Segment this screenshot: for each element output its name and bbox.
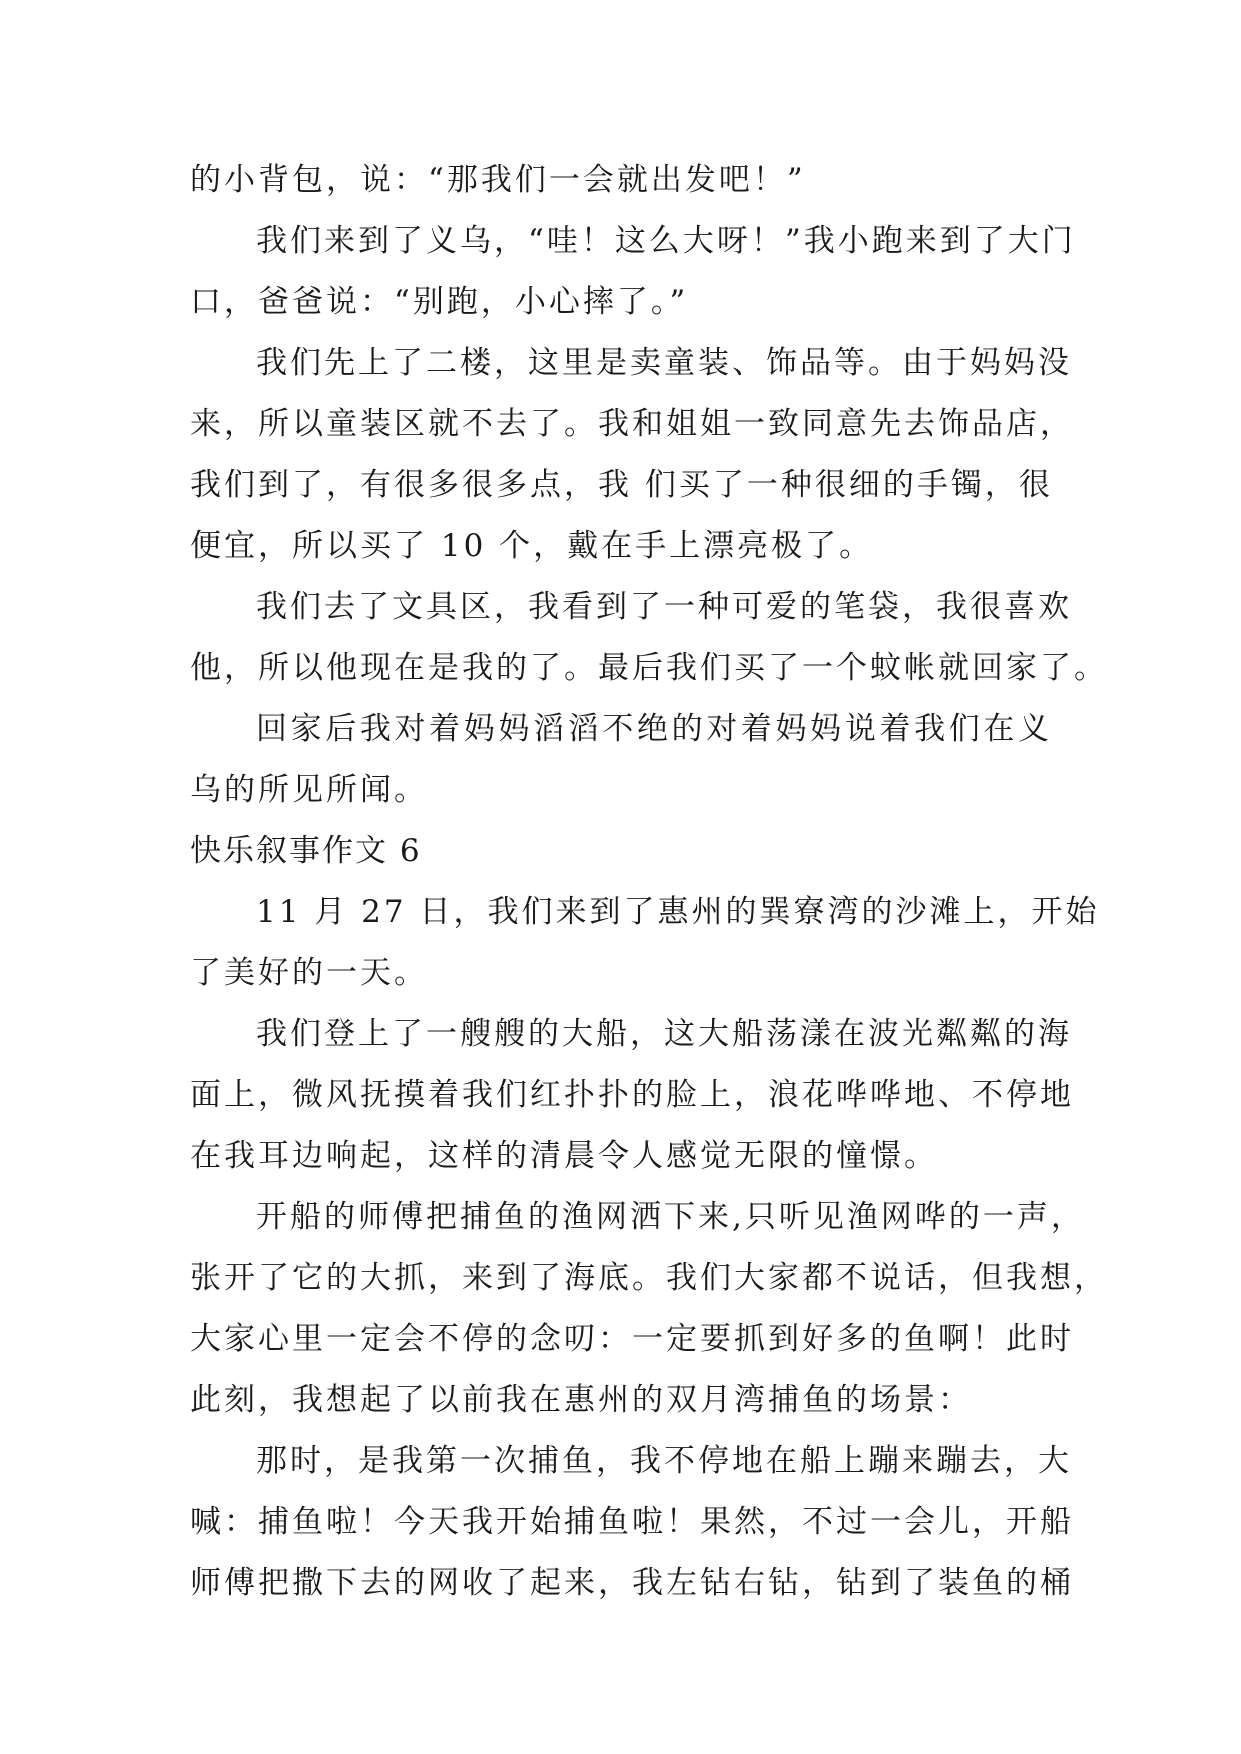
text-line: 了美好的一天。 (190, 955, 428, 991)
text-column (190, 150, 1108, 1614)
text-line: 的小背包，说：“那我们一会就出发吧！” (190, 162, 806, 198)
text-line: 喊：捕鱼啦！今天我开始捕鱼啦！果然，不过一会儿，开船 (190, 1504, 1074, 1540)
text-line: 便宜，所以买了 10 个，戴在手上漂亮极了。 (190, 528, 874, 564)
text-line: 开船的师傅把捕鱼的渔网洒下来,只听见渔网哗的一声， (256, 1199, 1085, 1235)
text-line: 我们登上了一艘艘的大船，这大船荡漾在波光粼粼的海 (256, 1016, 1072, 1052)
text-line: 面上，微风抚摸着我们红扑扑的脸上，浪花哗哗地、不停地 (190, 1077, 1074, 1113)
text-line: 在我耳边响起，这样的清晨令人感觉无限的憧憬。 (190, 1138, 938, 1174)
text-line: 我们去了文具区，我看到了一种可爱的笔袋，我很喜欢 (256, 589, 1072, 625)
text-line: 我们先上了二楼，这里是卖童装、饰品等。由于妈妈没 (256, 345, 1072, 381)
text-line: 我们来到了义乌，“哇！这么大呀！”我小跑来到了大门 (256, 223, 1076, 259)
text-line: 回家后我对着妈妈滔滔不绝的对着妈妈说着我们在义 (256, 711, 1052, 747)
text-line: 那时，是我第一次捕鱼，我不停地在船上蹦来蹦去，大 (256, 1443, 1072, 1479)
text-line: 此刻，我想起了以前我在惠州的双月湾捕鱼的场景： (190, 1382, 972, 1418)
text-line: 我们到了，有很多很多点，我 们买了一种很细的手镯，很 (190, 467, 1053, 503)
text-line: 他，所以他现在是我的了。最后我们买了一个蚊帐就回家了。 (190, 650, 1108, 686)
text-line: 11 月 27 日，我们来到了惠州的巽寮湾的沙滩上，开始 (256, 894, 1100, 930)
text-line: 来，所以童装区就不去了。我和姐姐一致同意先去饰品店， (190, 406, 1074, 442)
text-line: 大家心里一定会不停的念叨：一定要抓到好多的鱼啊！此时 (190, 1321, 1074, 1357)
text-line: 师傅把撒下去的网收了起来，我左钻右钻，钻到了装鱼的桶 (190, 1565, 1074, 1601)
text-line: 乌的所见所闻。 (190, 772, 428, 808)
section-heading: 快乐叙事作文 6 (190, 833, 422, 869)
text-line: 张开了它的大抓，来到了海底。我们大家都不说话，但我想， (190, 1260, 1108, 1296)
text-line: 口，爸爸说：“别跑，小心摔了。” (190, 284, 689, 320)
